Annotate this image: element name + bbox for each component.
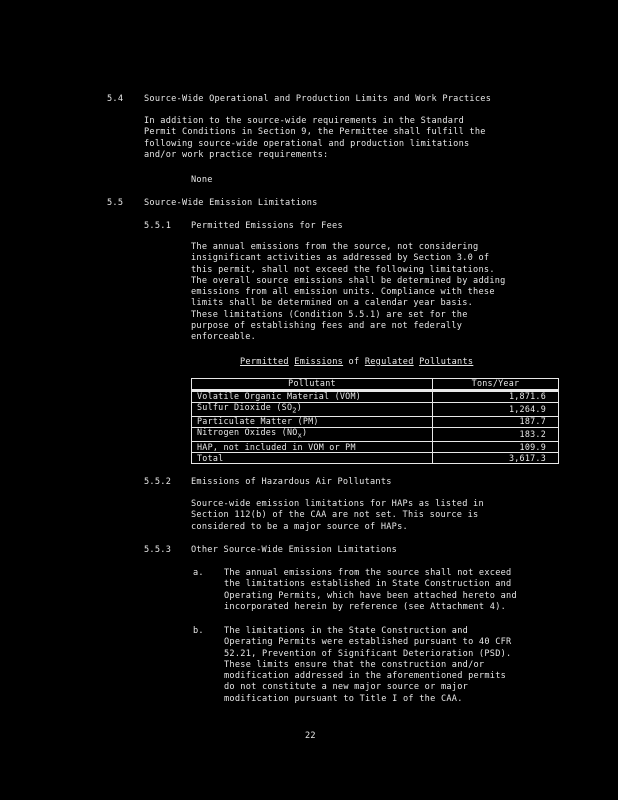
text-line: considered to be a major source of HAPs. [191, 521, 408, 532]
section-5-5-1-title: Permitted Emissions for Fees [191, 221, 343, 231]
tons-cell: 3,617.3 [433, 453, 559, 464]
text-line: purpose of establishing fees and are not federally [191, 321, 463, 332]
subscript: x [297, 431, 303, 440]
text-line: and/or work practice requirements: [144, 149, 329, 160]
text-line: Permit Conditions in Section 9, the Permittee shall fulfill the [144, 127, 486, 138]
tons-cell: 1,264.9 [433, 403, 559, 417]
section-5-4-number: 5.4 [107, 94, 124, 104]
text-line: limits shall be determined on a calendar year basis. [191, 298, 474, 309]
table-row [192, 391, 559, 403]
section-5-4-paragraph [144, 116, 486, 161]
table-row [192, 442, 559, 453]
section-5-5-3-title: Other Source-Wide Emission Limitations [191, 545, 398, 555]
close-paren: ) [302, 427, 308, 438]
text-line: this permit, shall not exceed the following limitations. [191, 264, 495, 275]
item-a-paragraph [224, 568, 517, 613]
title-word: Regulated [364, 357, 414, 367]
emissions-table-title [240, 357, 473, 367]
pollutant-column-header: Pollutant [192, 379, 433, 391]
table-row-total [192, 453, 559, 464]
section-5-5-1-number: 5.5.1 [144, 221, 172, 231]
subscript: 2 [292, 406, 297, 415]
pollutant-cell: HAP, not included in VOM or PM [192, 442, 433, 453]
section-5-5-2-title: Emissions of Hazardous Air Pollutants [191, 477, 392, 487]
section-5-5-3-number: 5.5.3 [144, 545, 172, 555]
section-5-5-title: Source-Wide Emission Limitations [144, 198, 318, 208]
table-header-row [192, 379, 559, 391]
pollutant-cell: Volatile Organic Material (VOM) [192, 391, 433, 403]
text-line: emissions from all emission units. Compliance with these [191, 287, 495, 298]
text-line: incorporated herein by reference (see Attachment 4). [224, 601, 507, 612]
text-line: modification pursuant to Title I of the CAA. [224, 693, 463, 704]
tons-cell: 1,871.6 [433, 391, 559, 403]
section-5-5-2-number: 5.5.2 [144, 477, 172, 487]
text-line: Operating Permits were established pursuant to 40 CFR [224, 637, 512, 648]
section-5-5-number: 5.5 [107, 198, 124, 208]
text-line: The limitations in the State Construction and [224, 626, 469, 636]
item-b-label: b. [193, 626, 204, 636]
text-line: 52.21, Prevention of Significant Deterioration (PSD). [224, 648, 512, 659]
item-a-label: a. [193, 568, 204, 578]
title-word: Pollutants [419, 357, 474, 367]
section-5-5-1-paragraph [191, 242, 506, 344]
pollutant-cell: Total [192, 453, 433, 464]
tons-cell: 183.2 [433, 428, 559, 442]
text-line: These limitations (Condition 5.5.1) are set for the [191, 309, 468, 320]
text-line: In addition to the source-wide requirements in the Standard [144, 116, 465, 126]
close-paren: ) [296, 402, 303, 412]
table-row [192, 417, 559, 428]
tons-cell: 109.9 [433, 442, 559, 453]
text-line: The overall source emissions shall be determined by adding [191, 275, 506, 286]
text-line: following source-wide operational and production limitations [144, 138, 470, 149]
section-5-5-2-paragraph [191, 499, 484, 533]
tons-cell: 187.7 [433, 417, 559, 428]
pollutant-cell [192, 428, 433, 442]
text-line: The annual emissions from the source shall not exceed [224, 568, 512, 578]
text-line: modification addressed in the aforementioned permits [224, 671, 507, 682]
text-line: Section 112(b) of the CAA are not set. This source is [191, 510, 479, 521]
page-number: 22 [305, 731, 316, 741]
section-5-4-title: Source-Wide Operational and Production Limits and Work Practices [144, 94, 492, 104]
pollutant-cell: Particulate Matter (PM) [192, 417, 433, 428]
title-word: of [348, 357, 360, 367]
text-line: do not constitute a new major source or major [224, 682, 469, 693]
pollutant-name: Nitrogen Oxides (NO [197, 427, 298, 438]
table-row [192, 428, 559, 442]
emissions-table [191, 378, 559, 464]
text-line: The annual emissions from the source, not considering [191, 242, 479, 252]
text-line: enforceable. [191, 332, 257, 343]
text-line: Operating Permits, which have been attached hereto and [224, 590, 517, 601]
title-word: Permitted [240, 357, 289, 367]
tons-column-header: Tons/Year [433, 379, 559, 391]
table-row [192, 403, 559, 417]
text-line: These limits ensure that the construction and/or [224, 659, 485, 670]
section-5-4-none: None [191, 175, 213, 185]
title-word: Emissions [294, 357, 344, 367]
text-line: insignificant activities as addressed by Section 3.0 of [191, 253, 490, 264]
pollutant-name: Sulfur Dioxide (SO [197, 402, 293, 412]
pollutant-cell [192, 403, 433, 417]
text-line: the limitations established in State Construction and [224, 579, 512, 590]
item-b-paragraph [224, 626, 511, 705]
text-line: Source-wide emission limitations for HAPs as listed in [191, 499, 484, 509]
